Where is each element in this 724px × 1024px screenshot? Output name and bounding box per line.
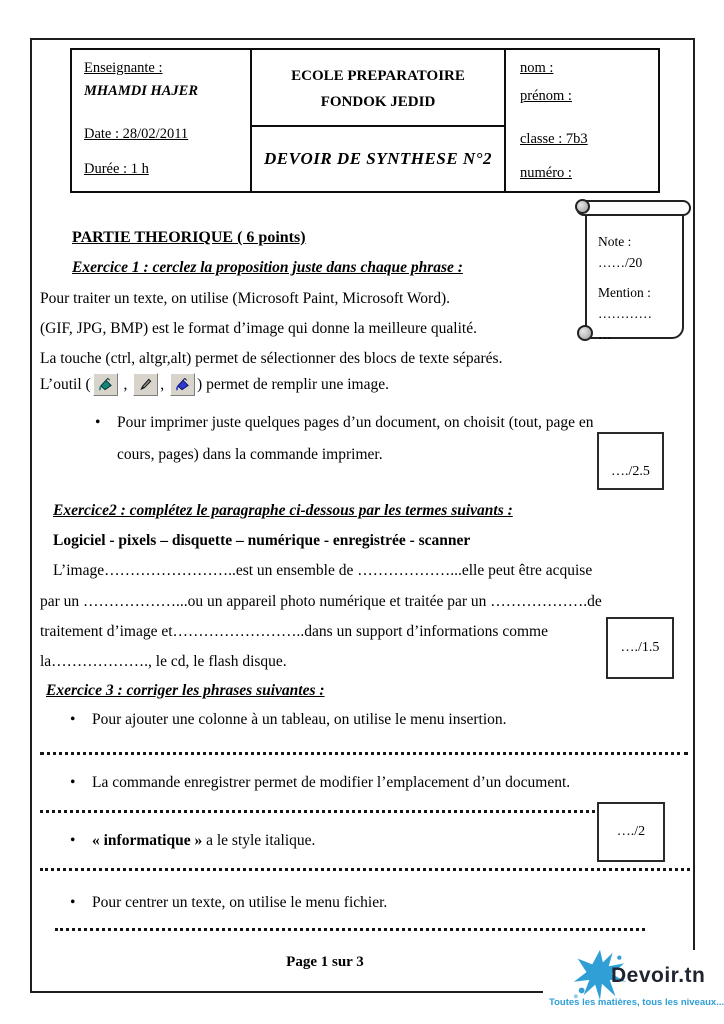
exam-duration: Durée : 1 h (84, 161, 149, 177)
exercise3-title: Exercice 3 : corriger les phrases suivantes : (46, 682, 325, 699)
header-table (70, 48, 660, 193)
exercise3-bullet4: • Pour centrer un texte, on utilise le menu fichier. (70, 894, 388, 911)
score-box-2: …./2 (597, 802, 665, 862)
student-number-label: numéro : (520, 165, 572, 181)
note-scroll (576, 197, 695, 349)
devoir-tn-logo (543, 950, 724, 1024)
exercise3-bullet3-bold: « informatique » (92, 832, 203, 849)
tool-line-prefix: L’outil ( (40, 375, 91, 393)
exercise3-bullet1: • Pour ajouter une colonne à un tableau, on utilise le menu insertion. (70, 711, 507, 728)
exercise2-paragraph-line2: par un ………………...ou un appareil photo numérique et traitée par un ……………….de (40, 593, 602, 610)
answer-dotted-line-2 (40, 810, 595, 813)
exercise3-bullet3-rest: a le style italique. (202, 832, 316, 849)
note-value: ……/20 (598, 255, 643, 270)
bullet-icon: • (70, 711, 76, 728)
exercise2-title: Exercice2 : complétez le paragraphe ci-dessous par les termes suivants : (53, 502, 513, 519)
logo-tagline: Toutes les matières, tous les niveaux... (549, 997, 724, 1008)
mention-value: ………… (598, 306, 652, 321)
teacher-label: Enseignante : (84, 60, 163, 76)
score-box-1-5: …./1.5 (606, 617, 674, 679)
scroll-roll-top (576, 200, 691, 216)
fill-with-color-blue-icon (170, 373, 195, 396)
scroll-curl-top-icon (575, 199, 590, 214)
header-school-cell (252, 50, 506, 191)
teacher-name: MHAMDI HAJER (84, 83, 199, 99)
pencil-icon (133, 373, 158, 396)
page-number: Page 1 sur 3 (286, 954, 364, 970)
mention-value2: … (598, 327, 612, 342)
answer-dotted-line-4 (55, 928, 645, 931)
bullet-icon: • (95, 414, 101, 431)
school-name-line2: FONDOK JEDID (320, 94, 436, 110)
school-name-line1: ECOLE PREPARATOIRE (291, 68, 465, 84)
mention-label: Mention : (598, 285, 651, 300)
exercise2-terms: Logiciel - pixels – disquette – numérique - enregistrée - scanner (53, 532, 471, 549)
fill-with-color-teal-icon (93, 373, 118, 396)
exercise2-paragraph-line3: traitement d’image et……………………..dans un support d’informations comme (40, 623, 548, 640)
note-label: Note : (598, 234, 632, 249)
student-firstname-label: prénom : (520, 88, 572, 104)
exam-date: Date : 28/02/2011 (84, 126, 189, 142)
exercise3-bullet3 (70, 831, 315, 851)
note-scroll-body (585, 211, 684, 342)
header-student-cell (506, 50, 658, 191)
answer-dotted-line-1 (40, 752, 688, 755)
header-teacher-cell (72, 50, 252, 191)
bullet-icon: • (70, 894, 76, 911)
exercise2-paragraph-line1: L’image……………………..est un ensemble de ………………...elle peut être acquise (53, 562, 593, 579)
school-name (252, 50, 504, 127)
bullet-icon: • (70, 832, 76, 849)
exercise1-line2: (GIF, JPG, BMP) est le format d’image qui donne la meilleure qualité. (40, 320, 477, 337)
exercise3-bullet2: • La commande enregistrer permet de modifier l’emplacement d’un document. (70, 774, 571, 791)
exam-title: DEVOIR DE SYNTHESE N°2 (264, 149, 492, 168)
exercise2-paragraph-line4: la………………., le cd, le flash disque. (40, 653, 287, 670)
tool-line-sep2: , (160, 375, 169, 393)
exercise1-line1: Pour traiter un texte, on utilise (Microsoft Paint, Microsoft Word). (40, 290, 451, 307)
exercise1-tool-line (40, 373, 389, 396)
part-title: PARTIE THEORIQUE ( 6 points) (72, 229, 306, 246)
student-class-label: classe : 7b3 (520, 131, 588, 147)
exercise1-bullet1-line1: • Pour imprimer juste quelques pages d’un document, on choisit (tout, page en (95, 414, 594, 431)
tool-line-sep1: , (119, 375, 132, 393)
score-box-2-5: …./2.5 (597, 432, 664, 490)
bullet-icon: • (70, 774, 76, 791)
tool-line-suffix: ) permet de remplir une image. (197, 375, 389, 393)
logo-text: Devoir.tn (611, 964, 706, 987)
answer-dotted-line-3 (40, 868, 690, 871)
student-name-label: nom : (520, 60, 554, 76)
exercise1-bullet1-line2: cours, pages) dans la commande imprimer. (117, 446, 383, 463)
scroll-curl-bottom-icon (577, 325, 593, 341)
exercise1-title: Exercice 1 : cerclez la proposition juste dans chaque phrase : (72, 259, 463, 276)
exercise1-line3: La touche (ctrl, altgr,alt) permet de sélectionner des blocs de texte séparés. (40, 350, 503, 367)
